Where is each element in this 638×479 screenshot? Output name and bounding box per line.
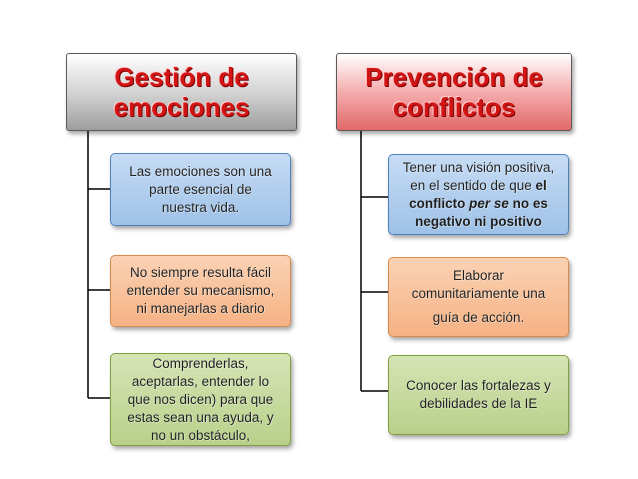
item-line: ni manejarlas a diario	[136, 301, 265, 316]
item-text-bold: el	[535, 177, 547, 193]
left-item-no-siempre-facil	[110, 255, 291, 327]
right-item-guia-accion	[388, 257, 569, 337]
item-text-bold: no es	[508, 195, 548, 211]
right-item-fortalezas-debilidades	[388, 355, 569, 435]
item-line: entender su mecanismo,	[126, 283, 275, 298]
item-line: Elaborar	[452, 268, 505, 283]
header-line: emociones	[113, 92, 250, 122]
header-gestion-emociones	[66, 53, 297, 131]
item-line: Tener una visión positiva,	[402, 159, 555, 175]
item-line: nuestra vida.	[161, 199, 240, 215]
item-line: parte esencial de	[149, 181, 252, 197]
item-line	[410, 177, 547, 195]
header-line: Prevención de	[365, 62, 543, 92]
item-line: Conocer las fortalezas y	[406, 378, 551, 393]
item-text-bold: conflicto	[409, 195, 470, 211]
item-text-italic: per se	[469, 195, 509, 211]
right-item-vision-positiva	[388, 154, 569, 235]
header-line: conflictos	[392, 92, 516, 122]
item-line: aceptarlas, entender lo	[131, 373, 270, 389]
item-line: Comprenderlas,	[152, 355, 249, 371]
item-text: en el sentido de que	[410, 177, 536, 193]
item-line: estas sean una ayuda, y	[127, 409, 274, 425]
item-line: guía de acción.	[432, 310, 525, 325]
item-line: negativo ni positivo	[415, 213, 542, 229]
item-line: no un obstáculo,	[150, 427, 251, 443]
item-line: debilidades de la IE	[419, 396, 538, 411]
header-prevencion-conflictos	[336, 53, 572, 131]
left-item-emociones-esenciales	[110, 153, 291, 226]
item-line: Las emociones son una	[129, 163, 272, 179]
item-line: que nos dicen) para que	[127, 391, 274, 407]
header-line: Gestión de	[114, 62, 249, 92]
item-line: comunitariamente una	[411, 286, 546, 301]
item-line	[409, 195, 548, 213]
left-item-comprenderlas	[110, 353, 291, 446]
item-line: No siempre resulta fácil	[129, 265, 272, 280]
